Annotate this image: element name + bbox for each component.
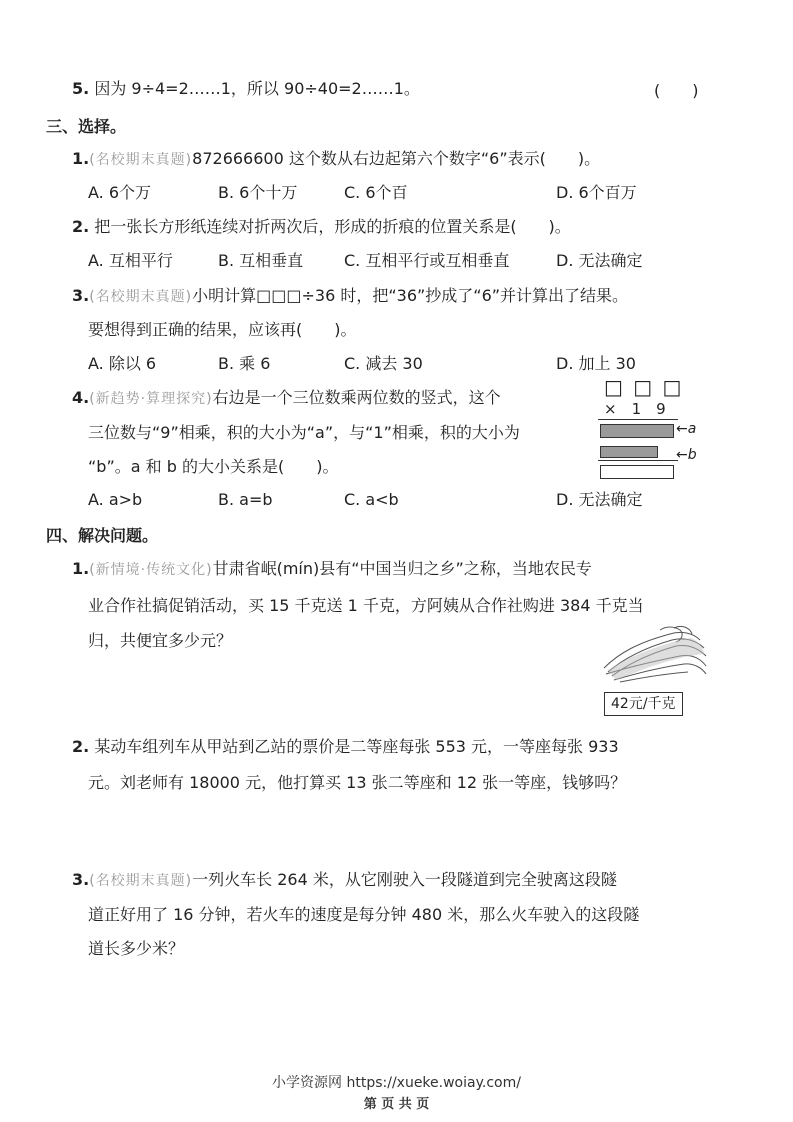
product-bar-b [600, 446, 658, 458]
problem-1 [72, 558, 592, 581]
option-a[interactable]: A. 除以 6 [88, 354, 157, 373]
question-number: 4. [72, 388, 90, 407]
question-text: 小明计算□□□÷36 时，把“36”抄成了“6”并计算出了结果。 [192, 286, 629, 305]
rule-line [598, 419, 678, 420]
question-number: 3. [72, 870, 90, 889]
question-tag: (名校期末真题) [89, 873, 193, 889]
question-text-cont: “b”。a 和 b 的大小关系是( )。 [88, 457, 339, 476]
option-c[interactable]: C. a<b [344, 490, 399, 509]
problem-2 [72, 736, 619, 758]
option-c[interactable]: C. 6个百 [344, 183, 408, 202]
footer-page: 第 页 共 页 [363, 1097, 430, 1112]
option-d[interactable]: D. 无法确定 [556, 490, 643, 509]
option-b[interactable]: B. a=b [218, 490, 273, 509]
sum-bar [600, 465, 674, 479]
arrow-icon: ← [676, 447, 688, 463]
section-title: 四、解决问题。 [46, 526, 159, 545]
question-tag: (新情境·传统文化) [89, 562, 213, 578]
question-5 [72, 78, 420, 100]
question-text-cont: 三位数与“9”相乘，积的大小为“a”，与“1”相乘，积的大小为 [88, 423, 520, 442]
option-c[interactable]: C. 互相平行或互相垂直 [344, 251, 510, 270]
question-4 [72, 387, 501, 410]
angelica-root-illustration [600, 622, 710, 690]
product-bar-a [600, 424, 674, 438]
question-text-cont: 归，共便宜多少元？ [88, 631, 233, 650]
question-tag: (名校期末真题) [89, 152, 193, 168]
option-c[interactable]: C. 减去 30 [344, 354, 423, 373]
question-text: 甘肃省岷(mín)县有“中国当归之乡”之称，当地农民专 [212, 559, 592, 578]
question-number: 2. [72, 737, 90, 756]
question-number: 2. [72, 217, 90, 236]
arrow-b [676, 446, 697, 464]
option-a[interactable]: A. a>b [88, 490, 143, 509]
digit-boxes: □ □ □ [604, 375, 684, 399]
question-text-cont: 业合作社搞促销活动，买 15 千克送 1 千克，方阿姨从合作社购进 384 千克当 [88, 596, 644, 615]
option-b[interactable]: B. 乘 6 [218, 354, 271, 373]
option-d[interactable]: D. 加上 30 [556, 354, 636, 373]
arrow-a [676, 420, 696, 438]
question-tag: (新趋势·算理探究) [89, 391, 213, 407]
price-tag: 42元/千克 [604, 692, 683, 716]
question-text-cont: 要想得到正确的结果，应该再( )。 [88, 320, 357, 339]
question-tag: (名校期末真题) [89, 289, 193, 305]
answer-blank[interactable]: ( ) [654, 81, 699, 100]
multiplier: × 1 9 [604, 400, 666, 418]
option-a[interactable]: A. 互相平行 [88, 251, 173, 270]
question-2 [72, 216, 571, 238]
multiplication-figure [596, 376, 716, 486]
question-text: 右边是一个三位数乘两位数的竖式，这个 [212, 388, 501, 407]
option-d[interactable]: D. 6个百万 [556, 183, 637, 202]
option-d[interactable]: D. 无法确定 [556, 251, 643, 270]
option-a[interactable]: A. 6个万 [88, 183, 152, 202]
arrow-icon: ← [676, 421, 688, 437]
question-number: 5. [72, 79, 90, 98]
question-text-cont: 元。刘老师有 18000 元，他打算买 13 张二等座和 12 张一等座，钱够吗？ [88, 773, 627, 792]
rule-line [598, 460, 678, 461]
question-number: 1. [72, 559, 90, 578]
option-b[interactable]: B. 互相垂直 [218, 251, 304, 270]
question-number: 3. [72, 286, 90, 305]
question-3 [72, 285, 628, 308]
question-text: 一列火车长 264 米，从它刚驶入一段隧道到完全驶离这段隧 [192, 870, 617, 889]
question-text: 某动车组列车从甲站到乙站的票价是二等座每张 553 元，一等座每张 933 [94, 737, 619, 756]
question-text-cont: 道长多少米？ [88, 939, 185, 958]
question-text-cont: 道正好用了 16 分钟，若火车的速度是每分钟 480 米，那么火车驶入的这段隧 [88, 905, 640, 924]
label-b: b [687, 447, 697, 463]
problem-3 [72, 869, 617, 892]
question-text: 把一张长方形纸连续对折两次后，形成的折痕的位置关系是( )。 [94, 217, 571, 236]
question-number: 1. [72, 149, 90, 168]
label-a: a [687, 421, 697, 437]
question-1 [72, 148, 600, 171]
question-text: 因为 9÷4=2……1，所以 90÷40=2……1。 [94, 79, 420, 98]
section-title: 三、选择。 [46, 117, 127, 136]
option-b[interactable]: B. 6个十万 [218, 183, 298, 202]
footer-site[interactable]: 小学资源网 https://xueke.woiay.com/ [272, 1075, 521, 1091]
question-text: 872666600 这个数从右边起第六个数字“6”表示( )。 [192, 149, 601, 168]
